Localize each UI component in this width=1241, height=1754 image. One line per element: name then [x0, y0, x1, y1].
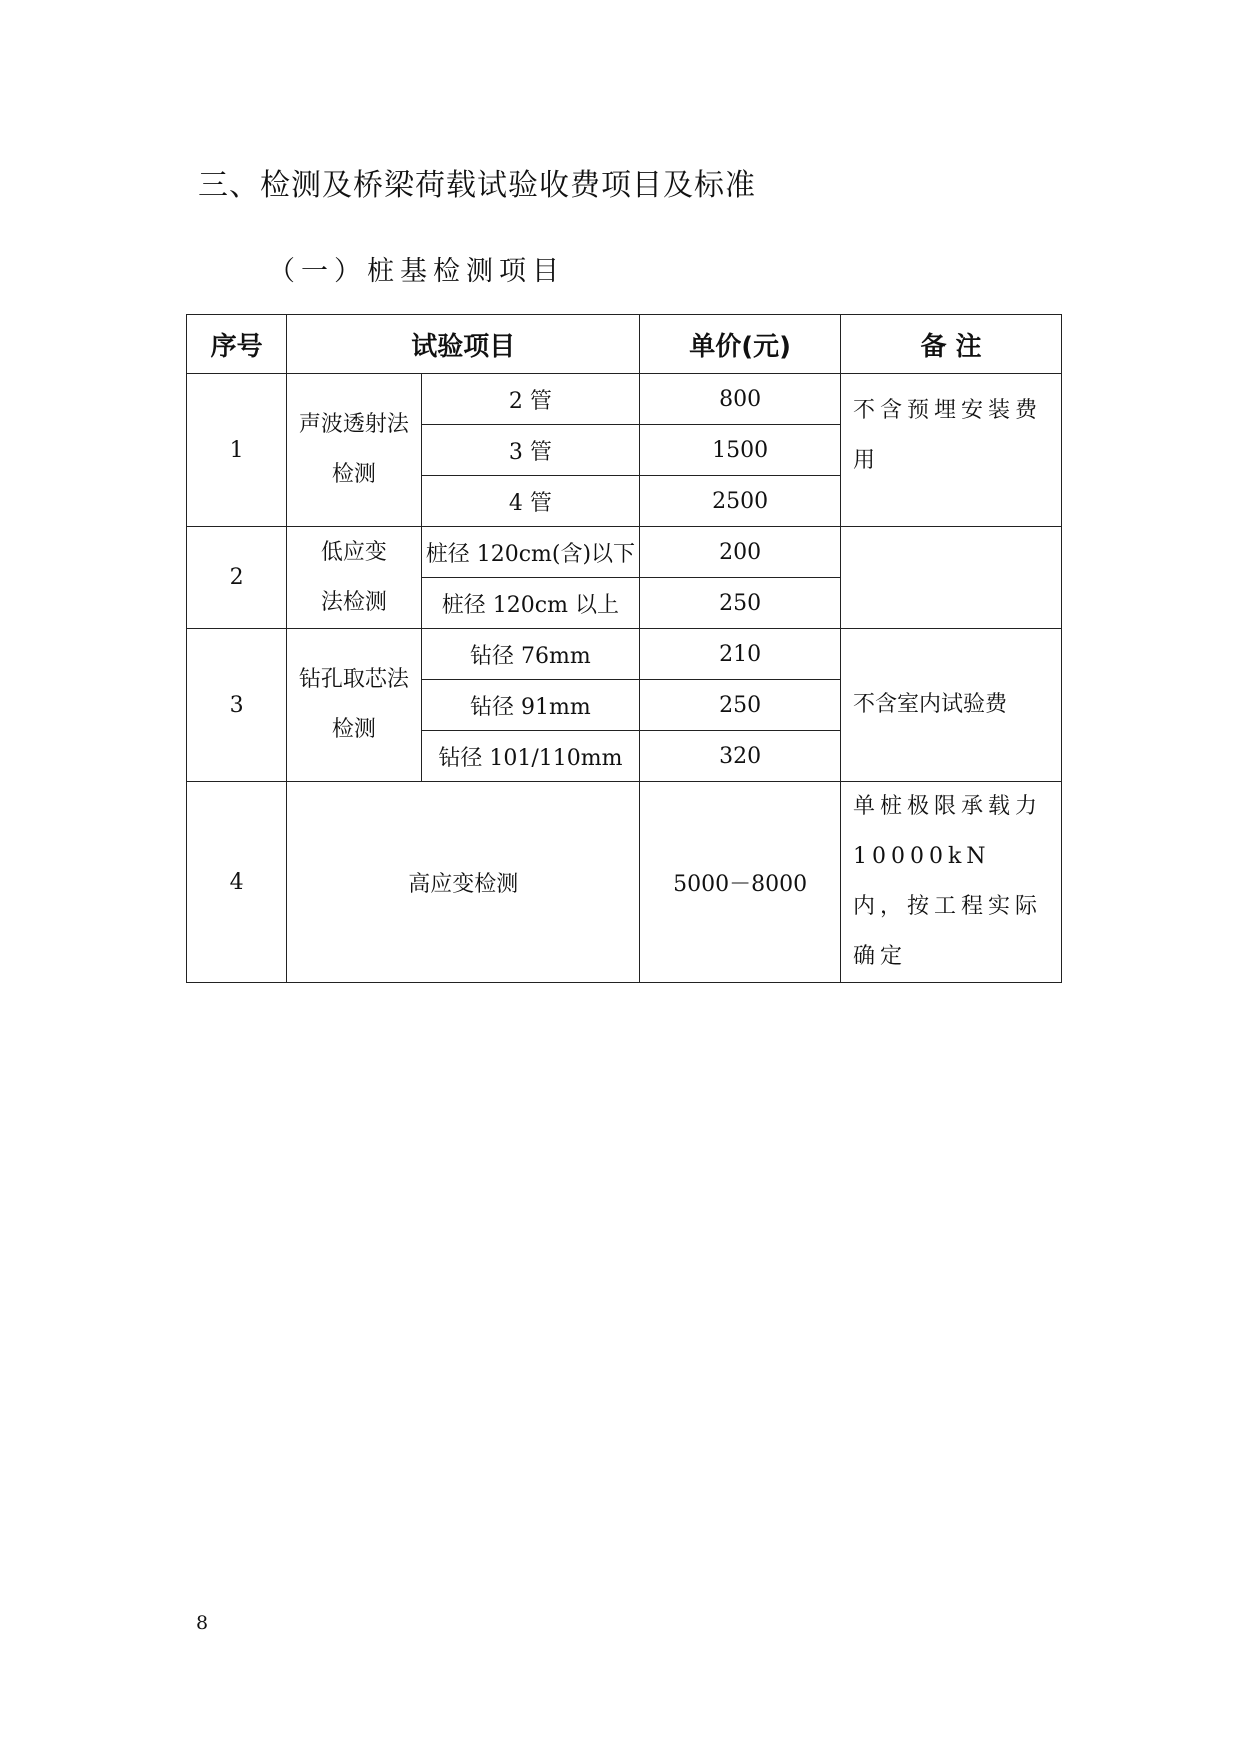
row-number: 3 — [187, 629, 287, 782]
unit-price: 5000－8000 — [640, 782, 841, 983]
unit-price: 210 — [640, 629, 841, 680]
row-number: 4 — [187, 782, 287, 983]
table-row — [187, 782, 1062, 983]
test-spec: 4 管 — [421, 476, 640, 527]
test-method-name-line1: 低应变 — [320, 539, 387, 565]
test-method-name: 高应变检测 — [287, 782, 640, 983]
page-number: 8 — [196, 1612, 209, 1634]
test-method-name — [287, 374, 421, 527]
test-method-name — [287, 629, 421, 782]
table-row — [187, 629, 1062, 680]
test-method-name-line1: 声波透射法 — [298, 412, 409, 437]
test-spec: 3 管 — [421, 425, 640, 476]
test-spec: 钻径 101/110mm — [421, 731, 640, 782]
pile-testing-fee-table — [186, 314, 1062, 983]
row-number: 1 — [187, 374, 287, 527]
test-method-name-line1: 钻孔取芯法 — [298, 667, 409, 692]
subsection-heading: （一）桩基检测项目 — [268, 256, 565, 287]
test-method-name-line2: 检测 — [331, 462, 376, 487]
unit-price: 2500 — [640, 476, 841, 527]
header-item: 试验项目 — [287, 315, 640, 374]
test-method-name-line2: 检测 — [331, 717, 376, 742]
section-heading: 三、检测及桥梁荷载试验收费项目及标准 — [198, 168, 756, 203]
test-spec: 桩径 120cm(含)以下 — [421, 527, 640, 578]
header-price: 单价(元) — [640, 315, 841, 374]
unit-price: 1500 — [640, 425, 841, 476]
table-row — [187, 374, 1062, 425]
table-row — [187, 527, 1062, 578]
test-spec: 钻径 91mm — [421, 680, 640, 731]
remark: 不含预埋安装费用 — [840, 374, 1061, 527]
test-method-name — [287, 527, 421, 629]
remark — [840, 527, 1061, 629]
header-note: 备 注 — [840, 315, 1061, 374]
unit-price: 250 — [640, 680, 841, 731]
test-spec: 钻径 76mm — [421, 629, 640, 680]
row-number: 2 — [187, 527, 287, 629]
unit-price: 800 — [640, 374, 841, 425]
table-header-row — [187, 315, 1062, 374]
test-spec: 2 管 — [421, 374, 640, 425]
unit-price: 320 — [640, 731, 841, 782]
test-spec: 桩径 120cm 以上 — [421, 578, 640, 629]
remark: 单桩极限承载力 10000kN 内，按工程实际确定 — [840, 782, 1061, 983]
unit-price: 250 — [640, 578, 841, 629]
test-method-name-line2: 法检测 — [320, 589, 387, 615]
remark: 不含室内试验费 — [840, 629, 1061, 782]
unit-price: 200 — [640, 527, 841, 578]
header-no: 序号 — [187, 315, 287, 374]
